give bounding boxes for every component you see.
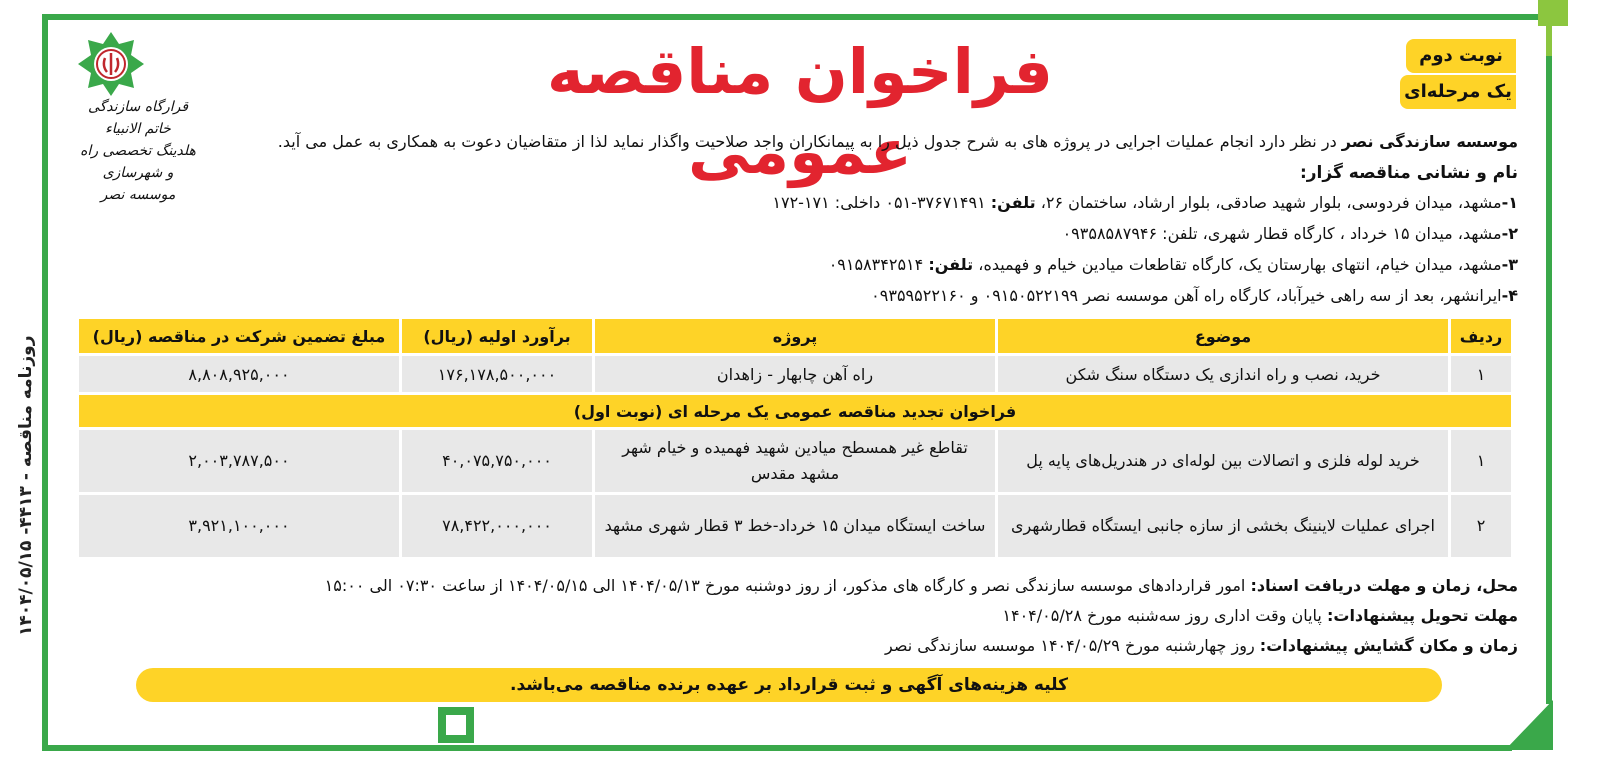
section-row bbox=[79, 395, 1511, 427]
corner-accent-strip bbox=[1546, 26, 1552, 56]
iran-emblem-icon bbox=[74, 30, 148, 98]
table-row: ۱ خرید، نصب و راه اندازی یک دستگاه سنگ شکن راه آهن چابهار - زاهدان ۱۷۶,۱۷۸,۵۰۰,۰۰۰ ۸,۸۰۸,۹۲۵,۰۰۰ bbox=[79, 356, 1511, 392]
institution-seal: قرارگاه سازندگی خاتم الانبیاء هلدینگ تخصصی راه و شهرسازی موسسه نصر bbox=[80, 99, 196, 203]
submission-deadline: مهلت تحویل پیشنهادات: پایان وقت اداری روز سه‌شنبه مورخ ۱۴۰۴/۰۵/۲۸ bbox=[1002, 606, 1518, 625]
address-line-3: ۳-مشهد، میدان خیام، انتهای بهارستان یک، کارگاه تقاطعات میادین خیام و فهمیده، تلفن: ۰۹۱۵۸۳۴۲۵۱۴ bbox=[828, 255, 1518, 274]
col-row-number: ردیف bbox=[1451, 319, 1511, 353]
address-line-2: ۲-مشهد، میدان ۱۵ خرداد ، کارگاه قطار شهری، تلفن: ۰۹۳۵۸۵۸۷۹۴۶ bbox=[1062, 224, 1518, 243]
address-line-1: ۱-مشهد، میدان فردوسی، بلوار شهید صادقی، بلوار ارشاد، ساختمان ۲۶، تلفن: ۳۷۶۷۱۴۹۱-۰۵۱ داخلی: ۱۷۱-۱۷۲ bbox=[772, 193, 1518, 212]
col-project: پروژه bbox=[595, 319, 995, 353]
section-title: فراخوان تجدید مناقصه عمومی یک مرحله ای (نوبت اول) bbox=[79, 395, 1511, 427]
document-receipt-info: محل، زمان و مهلت دریافت اسناد: امور قراردادهای موسسه سازندگی نصر و کارگاه های مذکور، از روز دوشنبه مورخ ۱۴۰۴/۰۵/۱۳ الی ۱۴۰۴/۰۵/۱۵ از ساعت ۰۷:۳۰ الی ۱۵:۰۰ bbox=[324, 576, 1518, 595]
ad-frame-bottom bbox=[42, 745, 1512, 751]
intro-paragraph: موسسه سازندگی نصر در نظر دارد انجام عملیات اجرایی در پروژه های به شرح جدول ذیل را به پیمانکاران واجد صلاحیت واگذار نماید لذا از متقاضیان دعوت به همکاری به عمل می آید. bbox=[277, 132, 1518, 151]
address-heading: نام و نشانی مناقصه گزار: bbox=[1299, 163, 1518, 183]
col-subject: موضوع bbox=[998, 319, 1448, 353]
footer-note: کلیه هزینه‌های آگهی و ثبت قرارداد بر عهده برنده مناقصه می‌باشد. bbox=[136, 668, 1442, 702]
col-guarantee: مبلغ تضمین شرکت در مناقصه (ریال) bbox=[79, 319, 399, 353]
corner-accent bbox=[1538, 0, 1568, 26]
table-row: ۱ خرید لوله فلزی و اتصالات بین لوله‌ای در هندریل‌های پایه پل تقاطع غیر همسطح میادین شهید فهمیده و خیام شهر مشهد مقدس ۴۰,۰۷۵,۷۵۰,۰۰۰ ۲,۰۰۳,۷۸۷,۵۰۰ bbox=[79, 430, 1511, 492]
stage-badge: یک مرحله‌ای bbox=[1400, 75, 1516, 109]
tender-table bbox=[76, 316, 1514, 560]
table-header-row bbox=[79, 319, 1511, 353]
turn-badge: نوبت دوم bbox=[1406, 39, 1516, 73]
table-row: ۲ اجرای عملیات لاینینگ بخشی از سازه جانبی ایستگاه قطارشهری ساخت ایستگاه میدان ۱۵ خرداد-خط ۳ قطار شهری مشهد ۷۸,۴۲۲,۰۰۰,۰۰۰ ۳,۹۲۱,۱۰۰,۰۰۰ bbox=[79, 495, 1511, 557]
newspaper-label: روزنامه مناقصه - ۴۴۱۳- ۱۴۰۴/۰۵/۱۵ bbox=[16, 335, 36, 636]
opening-info: زمان و مکان گشایش پیشنهادات: روز چهارشنبه مورخ ۱۴۰۴/۰۵/۲۹ موسسه سازندگی نصر bbox=[885, 636, 1518, 655]
col-estimate: برآورد اولیه (ریال) bbox=[402, 319, 592, 353]
ad-frame-right bbox=[1546, 14, 1552, 704]
corner-triangle bbox=[1505, 700, 1553, 750]
address-line-4: ۴-ایرانشهر، بعد از سه راهی خیرآباد، کارگاه راه آهن موسسه نصر ۰۹۱۵۰۵۲۲۱۹۹ و ۰۹۳۵۹۵۲۲۱۶۰ bbox=[871, 286, 1518, 305]
ad-title: فراخوان مناقصه عمومی bbox=[547, 35, 1053, 188]
